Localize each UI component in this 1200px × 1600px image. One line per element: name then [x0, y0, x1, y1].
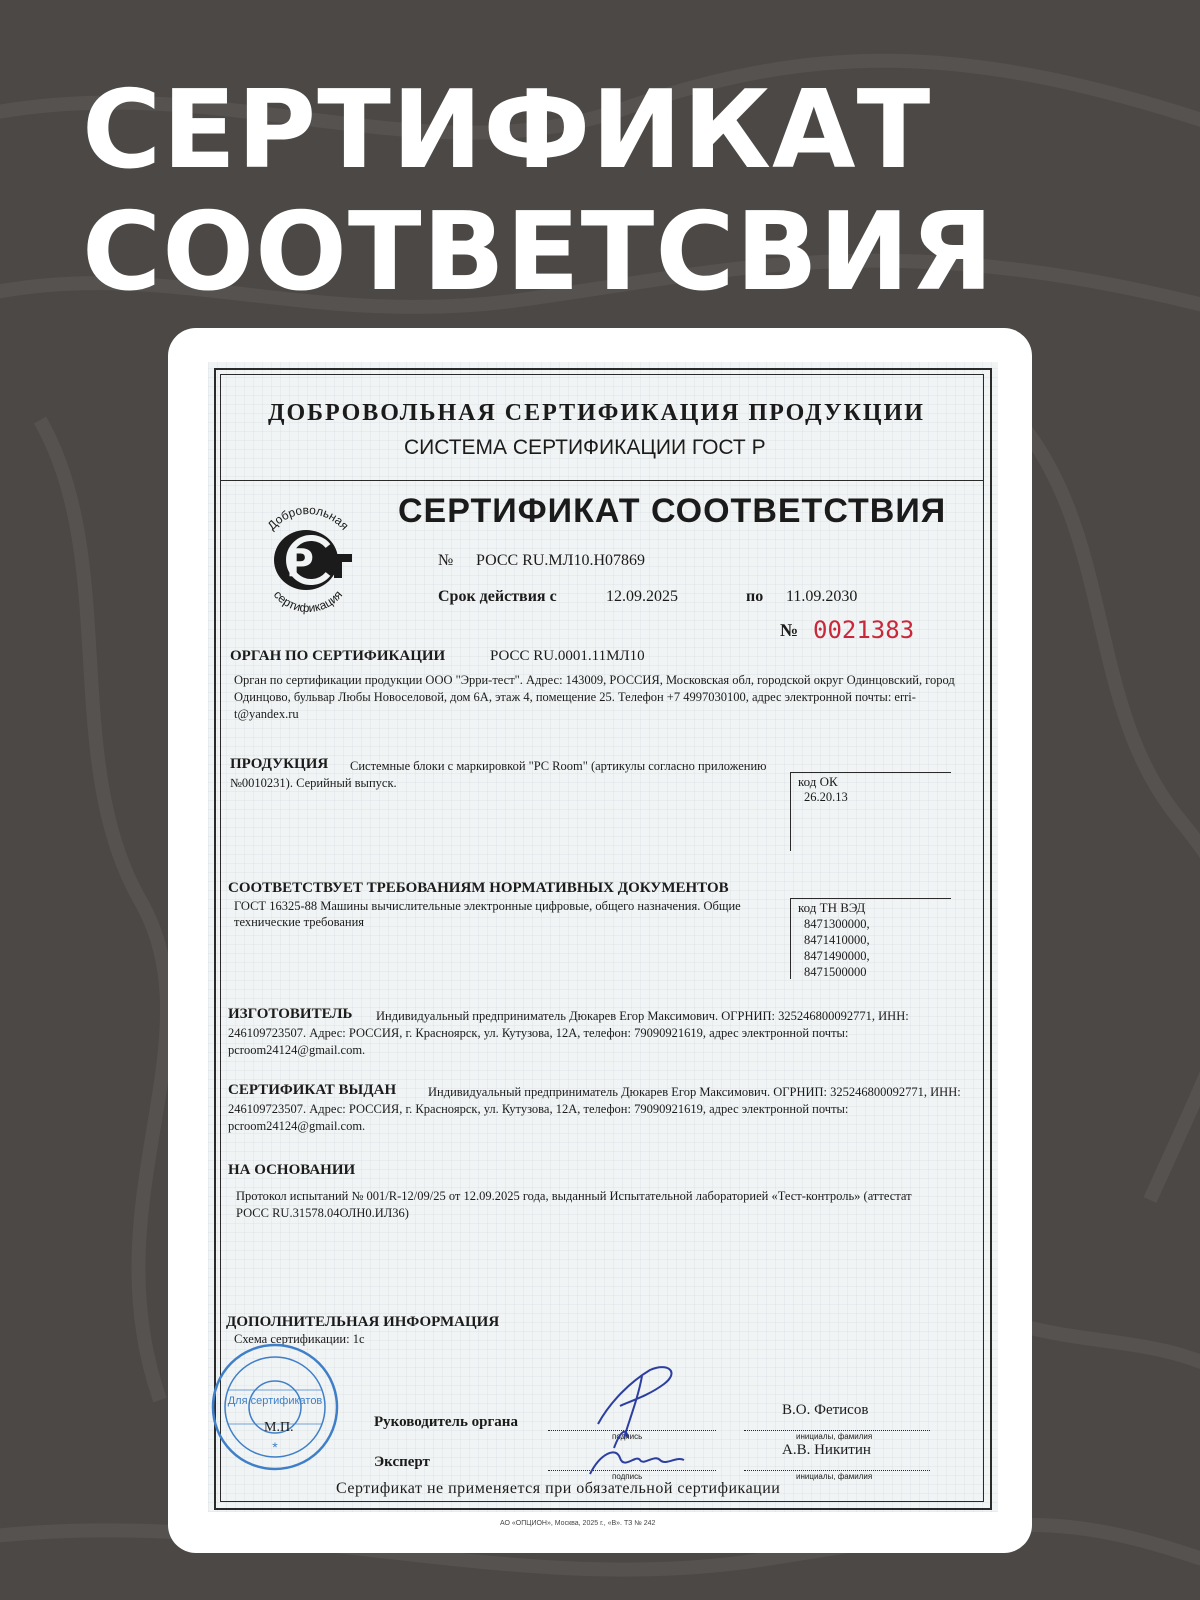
certification-body-code: РОСС RU.0001.11МЛ10 [490, 648, 645, 664]
footer-note: Сертификат не применяется при обязательной сертификации [336, 1480, 781, 1497]
head-name-line [744, 1430, 930, 1431]
conformity-standard: ГОСТ 16325-88 Машины вычислительные электронные цифровые, общего назначения. Общие технические требования [234, 899, 741, 929]
signature-caption: подпись [612, 1432, 643, 1441]
issued-to-label: СЕРТИФИКАТ ВЫДАН [228, 1082, 397, 1098]
certificate-number: РОСС RU.МЛ10.Н07869 [476, 552, 646, 569]
certification-body-label: ОРГАН ПО СЕРТИФИКАЦИИ [230, 648, 446, 664]
valid-to-label: по [746, 588, 764, 605]
handwritten-signatures [580, 1362, 700, 1486]
seal-place-label: М.П. [264, 1420, 294, 1435]
svg-text:*: * [272, 1439, 278, 1455]
signature-caption: подпись [612, 1472, 643, 1481]
manufacturer-label: ИЗГОТОВИТЕЛЬ [228, 1006, 353, 1022]
printer-imprint: АО «ОПЦИОН», Москва, 2025 г., «В». ТЗ № 242 [500, 1520, 656, 1527]
header-divider [220, 480, 984, 481]
tnved-code: 8471410000, [804, 933, 870, 947]
system-title: СИСТЕМА СЕРТИФИКАЦИИ ГОСТ Р [404, 436, 766, 459]
voluntary-title: ДОБРОВОЛЬНАЯ СЕРТИФИКАЦИЯ ПРОДУКЦИИ [268, 400, 925, 426]
issued-to-details: Индивидуальный предприниматель Дюкарев Егор Максимович. ОГРНИП: 325246800092771, ИНН: 246109723507. Адрес: РОССИЯ, г. Красноярск, ул. Кутузова, 12А, телефон: 79090921619, адрес электронной почты: pcroom24124@gmail.com. [228, 1085, 961, 1133]
gost-logo-icon [250, 498, 366, 616]
valid-from-date: 12.09.2025 [606, 588, 678, 605]
initials-caption: инициалы, фамилия [796, 1432, 873, 1441]
product-label: ПРОДУКЦИЯ [230, 756, 329, 772]
valid-to-date: 11.09.2030 [786, 588, 858, 605]
svg-text:Добровольная [265, 503, 352, 533]
logo-bottom-text: сертификация [270, 587, 346, 616]
logo-top-text: Добровольная [264, 502, 352, 533]
ok-code-label: код ОК [798, 774, 838, 789]
tnved-code: 8471500000 [804, 965, 867, 979]
blank-number-prefix: № [780, 620, 799, 640]
head-of-body-label: Руководитель органа [374, 1414, 518, 1430]
ok-code-value: 26.20.13 [804, 790, 848, 804]
headline-line-2: СООТВЕТСВИЯ [82, 190, 995, 315]
certificate-document [208, 362, 998, 1512]
page-headline [82, 70, 994, 314]
product-description: Системные блоки с маркировкой "PC Room" (артикулы согласно приложению №0010231). Серийный выпуск. [230, 759, 767, 790]
headline-line-1: СЕРТИФИКАТ [82, 68, 932, 193]
blank-serial-number: 0021383 [813, 616, 915, 644]
validity-label: Срок действия с [438, 588, 557, 605]
expert-name: А.В. Никитин [782, 1442, 871, 1458]
svg-text:P: P [286, 541, 314, 585]
basis-details: Протокол испытаний № 001/R-12/09/25 от 12.09.2025 года, выданный Испытательной лабораторией «Тест-контроль» (аттестат РОСС RU.31578.04ОЛН0.ИЛ36) [236, 1189, 912, 1220]
head-of-body-name: В.О. Фетисов [782, 1402, 869, 1418]
basis-label: НА ОСНОВАНИИ [228, 1162, 356, 1178]
number-prefix: № [438, 552, 454, 569]
tnved-code-label: код ТН ВЭД [798, 900, 866, 915]
tnved-codes [804, 916, 870, 980]
manufacturer-details: Индивидуальный предприниматель Дюкарев Егор Максимович. ОГРНИП: 325246800092771, ИНН: 246109723507. Адрес: РОССИЯ, г. Красноярск, ул. Кутузова, 12А, телефон: 79090921619, адрес электронной почты: pcroom24124@gmail.com. [228, 1009, 909, 1057]
expert-label: Эксперт [374, 1454, 430, 1470]
tnved-code: 8471490000, [804, 949, 870, 963]
certificate-card [168, 328, 1032, 1553]
initials-caption: инициалы, фамилия [796, 1472, 873, 1481]
conformity-label: СООТВЕТСТВУЕТ ТРЕБОВАНИЯМ НОРМАТИВНЫХ ДОКУМЕНТОВ [228, 880, 729, 896]
expert-name-line [744, 1470, 930, 1471]
certification-scheme: Схема сертификации: 1с [234, 1332, 365, 1346]
stamp-text: Для сертификатов [227, 1395, 323, 1407]
round-stamp-icon [208, 1340, 342, 1474]
svg-text:сертификация [271, 588, 345, 616]
certificate-main-title: СЕРТИФИКАТ СООТВЕТСТВИЯ [398, 492, 947, 530]
additional-info-label: ДОПОЛНИТЕЛЬНАЯ ИНФОРМАЦИЯ [226, 1314, 500, 1330]
certification-body-details: Орган по сертификации продукции ООО "Эрри-тест". Адрес: 143009, РОССИЯ, Московская обл, городской округ Одинцовский, город Одинцово, бульвар Любы Новоселовой, дом 6А, этаж 4, помещение 25. Телефон +7 4997030100, адрес электронной почты: erri-t@yandex.ru [234, 673, 955, 721]
tnved-code: 8471300000, [804, 917, 870, 931]
